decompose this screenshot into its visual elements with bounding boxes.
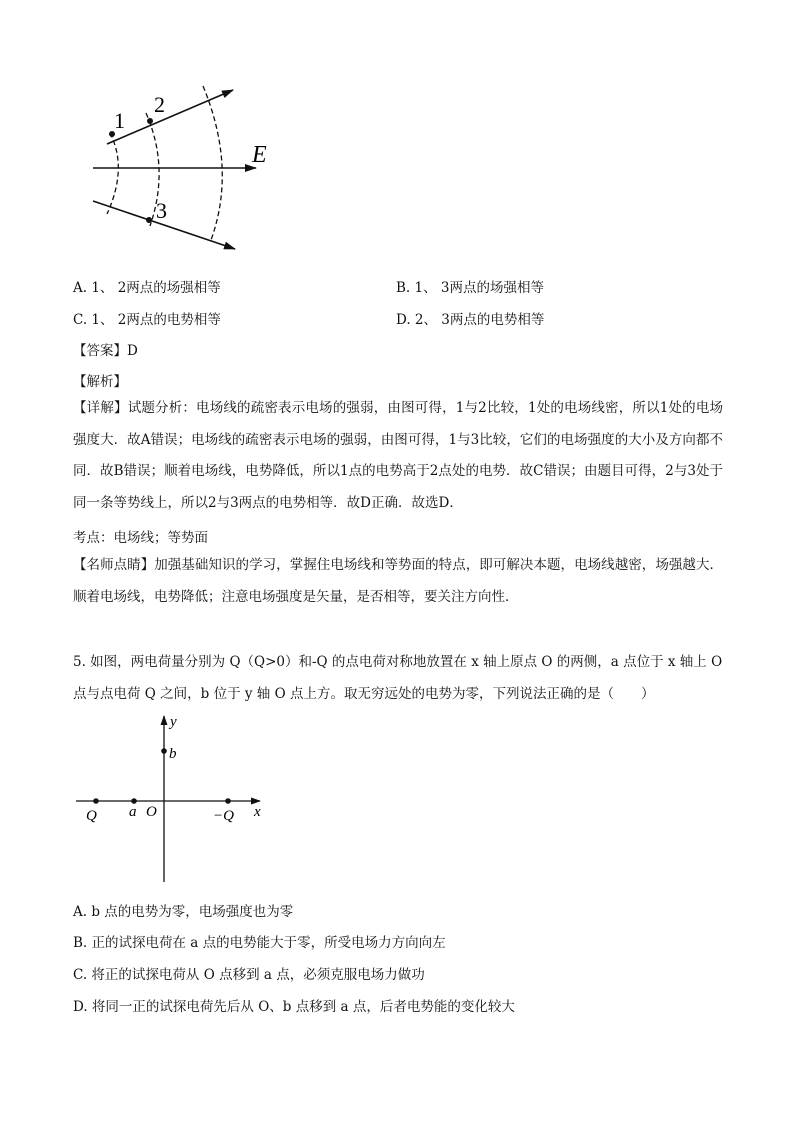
field-e-label: E [252, 142, 267, 168]
q4-option-a: A. 1、 2两点的场强相等 [73, 280, 221, 296]
q5-stem-line-1: 5. 如图，两电荷量分别为 Q（Q>0）和-Q 的点电荷对称地放置在 x 轴上原点 O 的两侧，a 点位于 x 轴上 O [73, 654, 723, 670]
point-3-dot [146, 217, 152, 223]
q5-stem-line-2: 点与点电荷 Q 之间，b 位于 y 轴 O 点上方。取无穷远处的电势为零，下列说法正确的是（ ） [73, 686, 655, 702]
q5-option-c: C. 将正的试探电荷从 O 点移到 a 点，必须克服电场力做功 [73, 967, 425, 983]
kaodian-line: 考点：电场线；等势面 [73, 530, 208, 546]
charge-q-label: Q [86, 808, 97, 824]
equipotential-arc-1 [107, 133, 118, 214]
answer-line [73, 339, 138, 359]
q5-option-a: A. b 点的电势为零，电场强度也为零 [73, 904, 294, 920]
detail-paragraph [73, 393, 723, 519]
answer-tag: 【答案】 [73, 343, 127, 359]
charges-axis-figure [70, 712, 280, 884]
x-axis-label: x [254, 804, 261, 820]
charge-negq-label: −Q [213, 808, 234, 824]
charge-q-dot [93, 798, 99, 804]
tips-text: 加强基础知识的学习，掌握住电场线和等势面的特点，即可解决本题，电场线越密，场强越大．顺着电场线，电势降低；注意电场强度是矢量，是否相等，要关注方向性． [73, 557, 724, 605]
q5-option-b: B. 正的试探电荷在 a 点的电势能大于零，所受电场力方向向左 [73, 935, 446, 951]
analysis-tag: 【解析】 [73, 374, 127, 390]
point-2-label: 2 [154, 92, 165, 117]
point-3-label: 3 [156, 198, 167, 223]
detail-tag: 【详解】 [73, 400, 128, 416]
point-1-label: 1 [114, 108, 125, 133]
q4-option-b: B. 1、 3两点的场强相等 [396, 280, 544, 296]
origin-label: O [146, 804, 157, 820]
field-lines-figure [80, 80, 290, 260]
point-2-dot [147, 118, 153, 124]
point-b-dot [161, 748, 167, 754]
equipotential-arc-3 [203, 86, 222, 240]
point-b-label: b [169, 746, 177, 762]
charge-negq-dot [225, 798, 231, 804]
point-a-label: a [129, 804, 137, 820]
detail-text: 试题分析：电场线的疏密表示电场的强弱，由图可得，1与2比较，1处的电场线密，所以1处的电场强度大．故A错误；电场线的疏密表示电场的强弱，由图可得，1与3比较，它们的电场强度的大小及方向都不同．故B错误；顺着电场线，电势降低，所以1点的电势高于2点处的电势．故C错误；由题目可得，2与3处于同一条等势线上，所以2与3两点的电势相等．故D正确．故选D． [73, 400, 724, 511]
answer-value: D [127, 343, 138, 359]
tips-tag: 【名师点睛】 [73, 557, 155, 573]
q4-option-c: C. 1、 2两点的电势相等 [73, 312, 221, 328]
y-axis-label: y [170, 714, 177, 730]
q5-option-d: D. 将同一正的试探电荷先后从 O、b 点移到 a 点，后者电势能的变化较大 [73, 999, 515, 1015]
point-a-dot [131, 798, 137, 804]
tips-paragraph [73, 550, 723, 613]
q4-option-d: D. 2、 3两点的电势相等 [396, 312, 545, 328]
